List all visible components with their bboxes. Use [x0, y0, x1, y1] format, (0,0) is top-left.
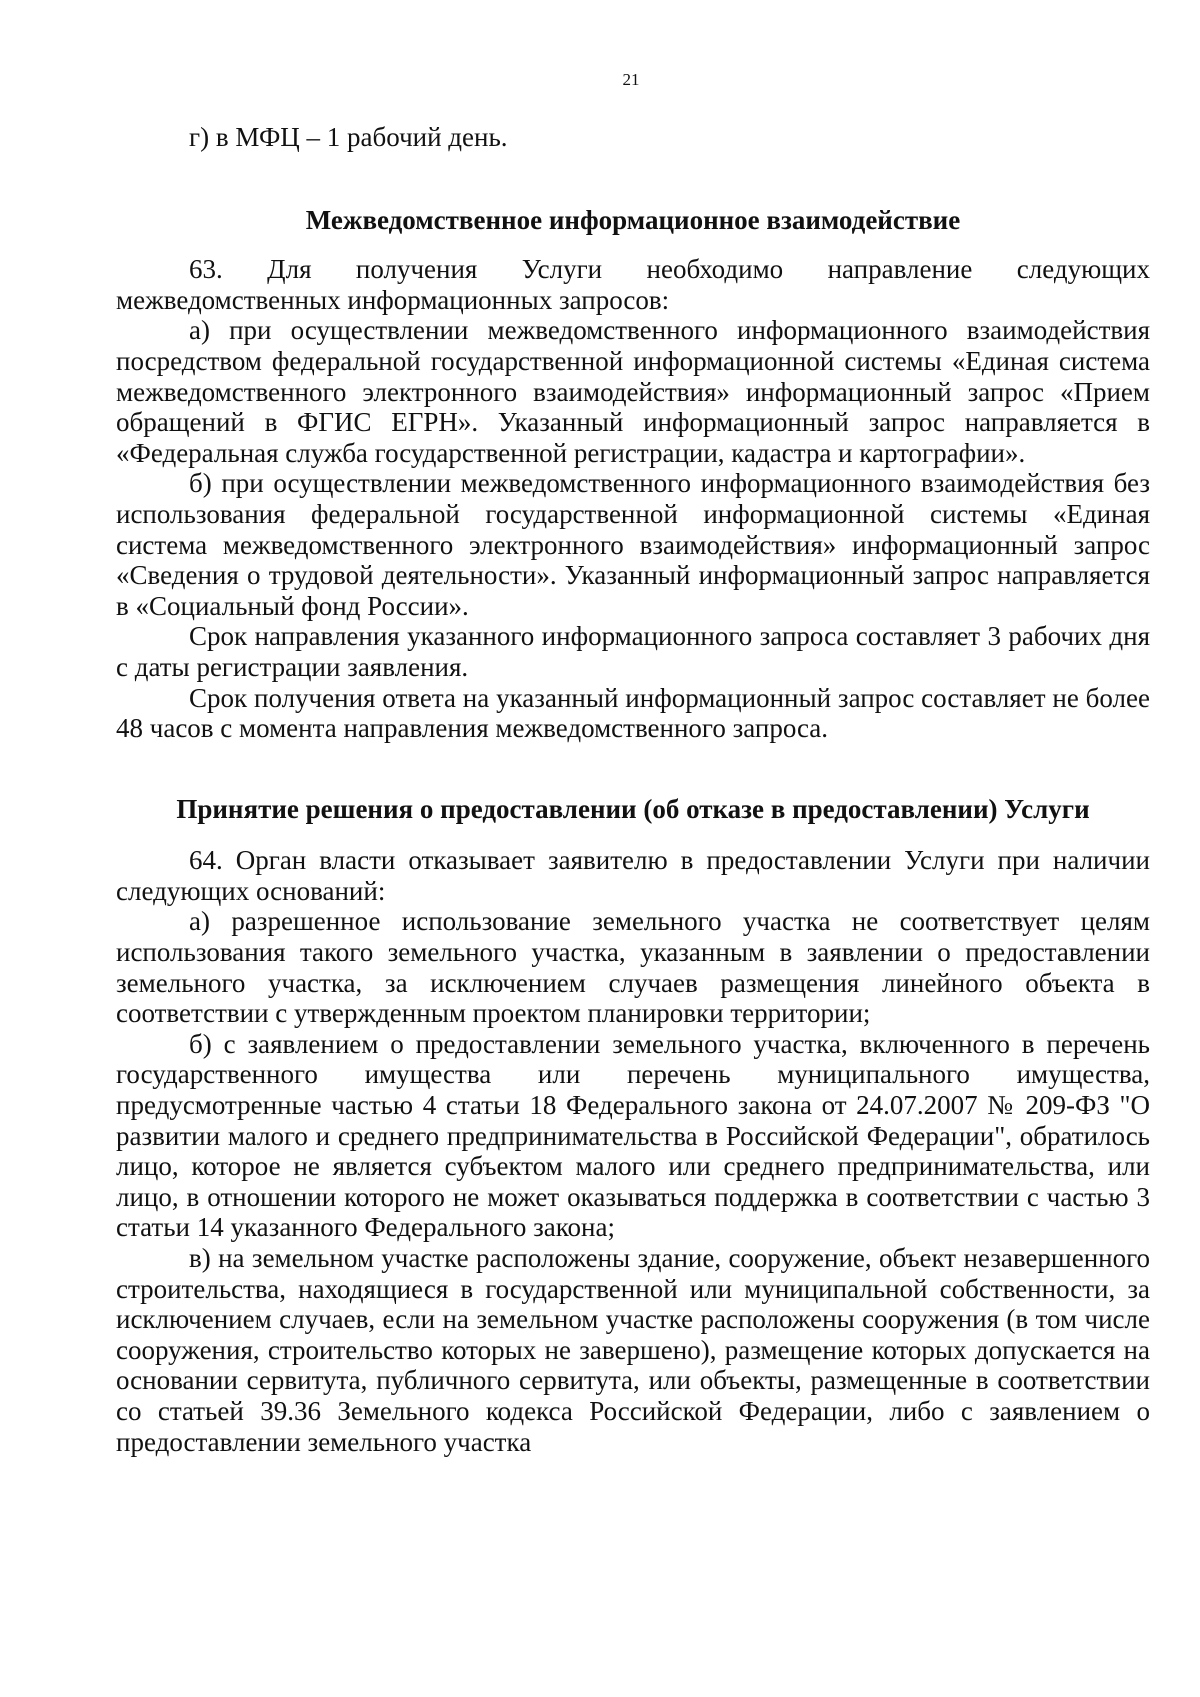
document-body	[116, 122, 1150, 1457]
intro-line: г) в МФЦ – 1 рабочий день.	[189, 122, 508, 152]
section-heading-decision: Принятие решения о предоставлении (об отказе в предоставлении) Услуги	[176, 793, 1090, 824]
paragraph-64: 64. Орган власти отказывает заявителю в предоставлении Услуги при наличии следующих оснований:	[116, 845, 1150, 906]
paragraph-64-b: б) с заявлением о предоставлении земельного участка, включенного в перечень государственного имущества или перечень муниципального имущества, предусмотренные частью 4 статьи 18 Федерального закона от 24.07.2007 № 209-ФЗ "О развитии малого и среднего предпринимательства в Российской Федерации", обратилось лицо, которое не является субъектом малого или среднего предпринимательства, или лицо, в отношении которого не может оказываться поддержка в соответствии с частью 3 статьи 14 указанного Федерального закона;	[116, 1028, 1150, 1243]
paragraph-63: 63. Для получения Услуги необходимо направление следующих межведомственных информационных запросов:	[116, 254, 1150, 315]
paragraph-deadline-reply: Срок получения ответа на указанный информационный запрос составляет не более 48 часов с момента направления межведомственного запроса.	[116, 682, 1150, 744]
paragraph-63-a: а) при осуществлении межведомственного информационного взаимодействия посредством федеральной государственной информационной системы «Единая система межведомственного электронного взаимодействия» информационный запрос «Прием обращений в ФГИС ЕГРН». Указанный информационный запрос направляется в «Федеральная служба государственной регистрации, кадастра и картографии».	[116, 315, 1150, 468]
paragraph-64-v: в) на земельном участке расположены здание, сооружение, объект незавершенного строительства, находящиеся в государственной или муниципальной собственности, за исключением случаев, если на земельном участке расположены сооружения (в том числе сооружения, строительство которых не завершено), размещение которых допускается на основании сервитута, публичного сервитута, или объекты, размещенные в соответствии со статьей 39.36 Земельного кодекса Российской Федерации, либо с заявлением о предоставлении земельного участка	[116, 1243, 1150, 1457]
section-heading-interagency: Межведомственное информационное взаимодействие	[305, 204, 961, 235]
paragraph-63-b: б) при осуществлении межведомственного информационного взаимодействия без использования федеральной государственной информационной системы «Единая система межведомственного электронного взаимодействия» информационный запрос «Сведения о трудовой деятельности». Указанный информационный запрос направляется в «Социальный фонд России».	[116, 468, 1150, 621]
paragraph-deadline-send: Срок направления указанного информационного запроса составляет 3 рабочих дня с даты регистрации заявления.	[116, 621, 1150, 682]
paragraph-64-a: а) разрешенное использование земельного участка не соответствует целям использования такого земельного участка, указанным в заявлении о предоставлении земельного участка, за исключением случаев размещения линейного объекта в соответствии с утвержденным проектом планировки территории;	[116, 906, 1150, 1029]
page-number: 21	[622, 70, 640, 89]
